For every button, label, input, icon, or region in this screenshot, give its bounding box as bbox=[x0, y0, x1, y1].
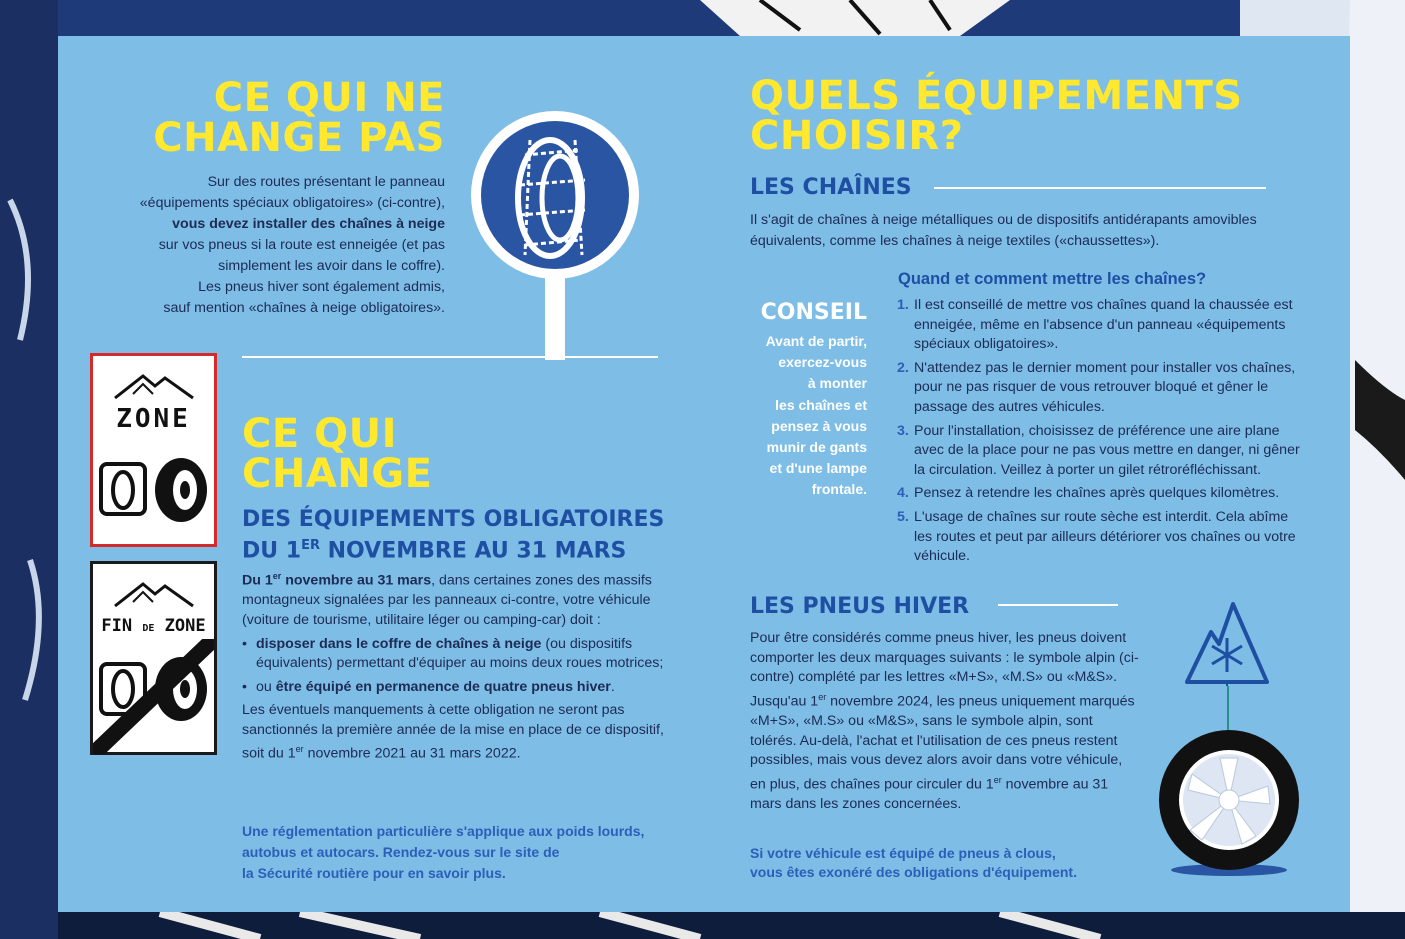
step-text: N'attendez pas le dernier moment pour installer vos chaînes, pour ne pas risquer de vous retrouver bloqué et gêner le passage des autres véhicules. bbox=[914, 359, 1296, 415]
conseil-line: exercez-vous bbox=[778, 354, 867, 371]
step-number: 2. bbox=[897, 359, 909, 376]
step-number: 4. bbox=[897, 485, 909, 502]
divider bbox=[998, 604, 1118, 606]
list-item bbox=[897, 508, 1307, 567]
heavy-vehicles-note: Une réglementation particulière s'applique aux poids lourds, autobus et autocars. Rendez-vous sur le site de la Sécurité routière pour en savoir plus. bbox=[242, 823, 645, 881]
step-text: Pour l'installation, choisissez de préférence une aire plane avec de la place pour ne pas vous mettre en danger, ni gêner la circulation. Veillez à porter un gilet rétroréfléchissant. bbox=[914, 422, 1300, 478]
conseil-title: CONSEIL bbox=[760, 300, 867, 325]
conseil-line: munir de gants bbox=[766, 439, 867, 456]
heading-quels-equipements: QUELS ÉQUIPEMENTS CHOISIR? bbox=[750, 73, 1243, 159]
alpine-symbol-icon bbox=[1183, 598, 1271, 686]
studded-tires-note: Si votre véhicule est équipé de pneus à clous, vous êtes exonéré des obligations d'équipement. bbox=[750, 845, 1077, 880]
conseil-text bbox=[720, 331, 867, 501]
list-item: • disposer dans le coffre de chaînes à neige (ou dispositifs équivalents) permettant d'équiper au moins deux roues motrices; bbox=[242, 635, 670, 674]
step-number: 5. bbox=[897, 508, 909, 525]
list-item bbox=[897, 359, 1307, 418]
connector-line bbox=[1227, 686, 1229, 732]
mountain-icon bbox=[93, 366, 214, 406]
divider bbox=[934, 187, 1266, 189]
list-item bbox=[897, 484, 1307, 504]
chains-description: Il s'agit de chaînes à neige métalliques ou de dispositifs antidérapants amovibles équivalents, comme les chaînes à neige textiles («chaussettes»). bbox=[750, 212, 1257, 249]
mountain-icon bbox=[93, 574, 214, 614]
step-number: 3. bbox=[897, 422, 909, 439]
list-item bbox=[897, 422, 1307, 481]
zone-sign bbox=[90, 353, 217, 547]
end-zone-label: FIN DE ZONE bbox=[101, 616, 206, 636]
step-text: L'usage de chaînes sur route sèche est interdit. Cela abîme les routes et peut par ailleurs détériorer vos chaînes ou votre véhicule. bbox=[914, 508, 1296, 565]
winter-tires-text: Pour être considérés comme pneus hiver, les pneus doivent comporter les deux marquages suivants : le symbole alpin (ci-contre) complété par les lettres «M+S», «M.S» ou «M&S». Jusqu'au 1er novembre 2024, les pneus uniquement marqués «M+S», «M.S» ou «M&S», sans le symbole alpin, sont tolérés. Au-delà, l'achat et l'utilisation de ces pneus restent possibles, mais vous devez alors avoir dans votre véhicule, en plus, des chaînes pour circuler du 1er novembre au 31 mars dans les zones concernées. bbox=[750, 630, 1139, 813]
zone-label: ZONE bbox=[116, 404, 191, 434]
chains-and-tire-crossed-icon bbox=[93, 639, 214, 754]
steps-title: Quand et comment mettre les chaînes? bbox=[898, 270, 1207, 288]
chains-and-tire-icon bbox=[93, 452, 214, 522]
conseil-line: les chaînes et bbox=[775, 396, 867, 413]
conseil-line: pensez à vous bbox=[771, 417, 867, 434]
divider bbox=[242, 356, 658, 358]
step-text: Pensez à retendre les chaînes après quelques kilomètres. bbox=[914, 485, 1280, 502]
conseil-box bbox=[720, 300, 867, 501]
unchanged-intro: Sur des routes présentant le panneau «équipements spéciaux obligatoires» (ci-contre), vous devez installer des chaînes à neige sur vos pneus si la route est enneigée (et pas simplement les avoir dans le coffre). Les pneus hiver sont également admis, sauf mention «chaînes à neige obligatoires». bbox=[139, 174, 445, 316]
end-zone-sign bbox=[90, 561, 217, 755]
winter-tire-icon bbox=[1158, 728, 1300, 878]
list-item: • ou être équipé en permanence de quatre pneus hiver. bbox=[242, 678, 670, 698]
heading-ce-qui-change: CE QUI CHANGE bbox=[242, 411, 433, 497]
snow-chain-sign-icon bbox=[470, 110, 640, 360]
conseil-line: et d'une lampe bbox=[769, 460, 867, 477]
winter-tires-section-title: LES PNEUS HIVER bbox=[750, 594, 970, 619]
conseil-line: Avant de partir, bbox=[765, 333, 867, 349]
list-item bbox=[897, 296, 1307, 355]
obligation-list bbox=[242, 635, 670, 698]
conseil-line: frontale. bbox=[811, 481, 867, 498]
heading-ce-qui-ne-change-pas: CE QUI NE CHANGE PAS bbox=[153, 75, 445, 161]
step-text: Il est conseillé de mettre vos chaînes quand la chaussée est enneigée, même en l'absence d'un panneau «équipements spéciaux obligatoires». bbox=[914, 297, 1293, 353]
change-details bbox=[242, 567, 670, 765]
change-intro: Du 1er novembre au 31 mars, dans certaines zones des massifs montagneux signalées par les panneaux ci-contre, votre véhicule (voiture de tourisme, utilitaire léger ou camping-car) doit : bbox=[242, 571, 652, 628]
step-number: 1. bbox=[897, 297, 909, 313]
obligatory-equipment-subheading: DES ÉQUIPEMENTS OBLIGATOIRES DU 1ER NOVEMBRE AU 31 MARS bbox=[242, 507, 665, 564]
chains-section-title: LES CHAÎNES bbox=[750, 175, 912, 200]
tolerance-paragraph: Les éventuels manquements à cette obligation ne seront pas sanctionnés la première année de la mise en place de ce dispositif, soit du 1er novembre 2021 au 31 mars 2022. bbox=[242, 702, 664, 763]
chain-steps-list bbox=[897, 296, 1307, 571]
conseil-line: à monter bbox=[807, 375, 867, 392]
